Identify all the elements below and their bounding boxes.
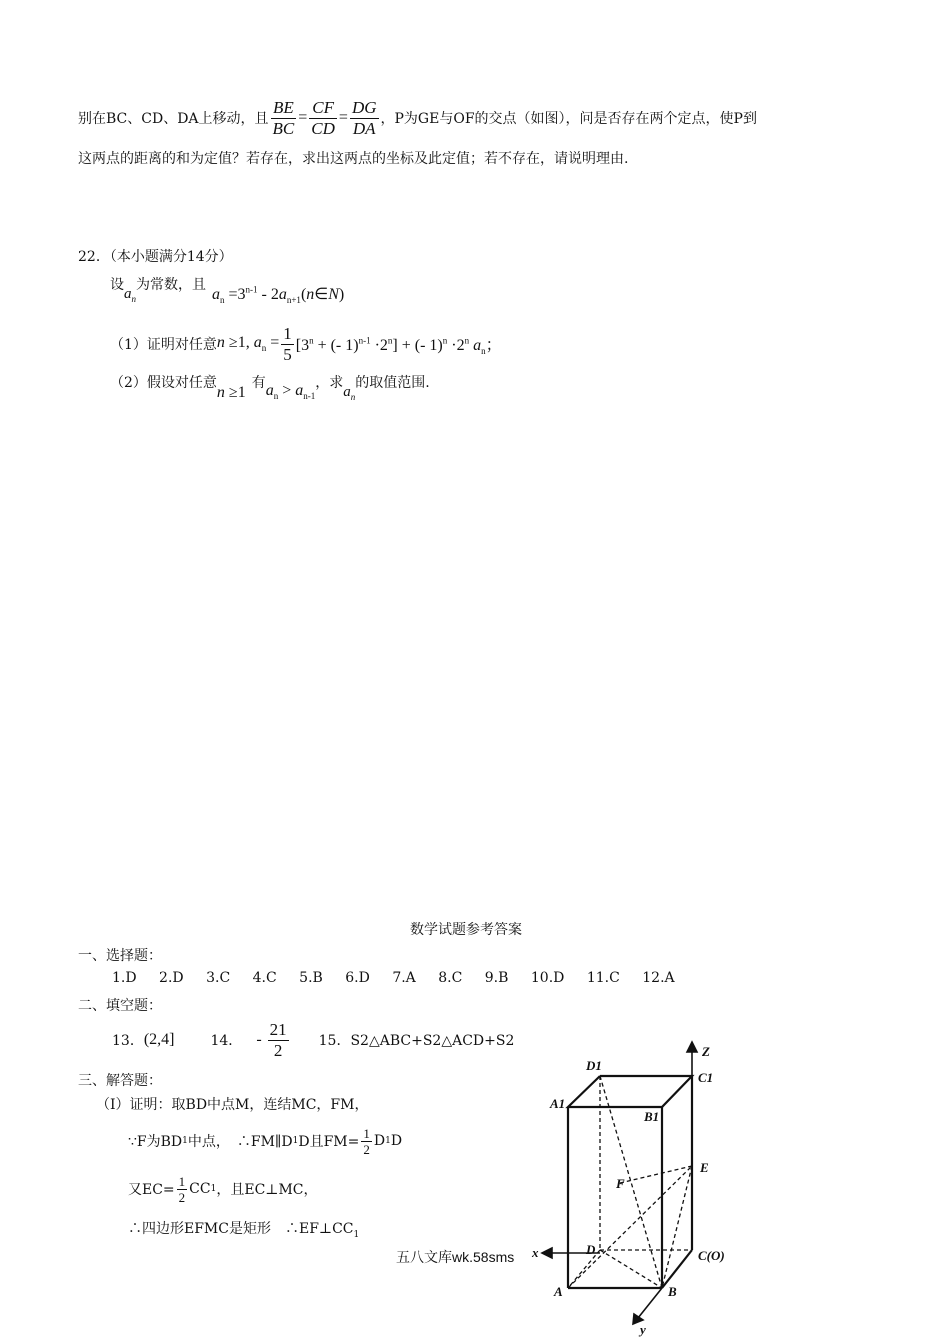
math-a-n: $a_n$ — [124, 286, 136, 304]
section-fill: 二、填空题： — [78, 998, 162, 1014]
label-a1: A1 — [550, 1096, 566, 1111]
label-c-o: C(O) — [698, 1248, 725, 1263]
q22-part2: （2）假设对任意 n ≥1 有 $a_n > a_{n-1}$ ，求 $a_n$ 的取值范围. — [110, 375, 430, 402]
section-solve: 三、解答题： — [78, 1073, 162, 1089]
proof-line2: ∵F为BD 1 中点， ∴FM∥D 1 D且FM= $\frac{1}{2}$ D 1 D — [128, 1125, 403, 1157]
label-b: B — [668, 1284, 677, 1299]
q21-text2: ，P为GE与OF的交点（如图），问是否存在两个定点，使P到 — [380, 111, 757, 127]
choice-answers: 1.D 2.D 3.C 4.C 5.B 6.D 7.A 8.C 9.B 10.D 11.C 12.A — [112, 970, 675, 986]
fraction-half: $\frac{1}{2}$ — [363, 1125, 370, 1157]
proof-line4: ∴四边形EFMC是矩形 $\therefore EF\perp CC_1$ — [128, 1221, 360, 1240]
label-c1: C1 — [698, 1070, 714, 1085]
label-z: Z — [702, 1044, 710, 1059]
proof-line3: 又EC= $\frac{1}{2}$ CC 1 ，且EC⊥MC， — [128, 1173, 318, 1205]
section-choice: 一、选择题： — [78, 948, 162, 964]
q22-intro: 设 $a_n$ 为常数，且 $a_n =3^{n-1}$ - $2a_{n+1}(n\in N)$ — [110, 277, 345, 306]
q21-text1: 别在BC、CD、DA上移动，且 — [78, 111, 269, 127]
label-b1: B1 — [644, 1109, 660, 1124]
math-part1-expr: [$3^n$ + (- $1)^{n-1} \cdot 2^n$] + (- $1)^n \cdot 2^n$ $a_n$； — [295, 335, 502, 357]
q21-line1: 别在BC、CD、DA上移动，且 $\frac{BE}{BC}$ = $\frac{CF}{CD}$ = $\frac{DG}{DA}$ ，P为GE与OF的交点（如图），问是否存在两个定点，使P到 — [78, 97, 757, 138]
prism-figure — [530, 1038, 780, 1338]
fraction-dg-da: $\frac{DG}{DA}$ — [351, 97, 377, 138]
fraction-one-fifth: $\frac{1}{5}$ — [283, 323, 292, 364]
label-d: D — [586, 1242, 596, 1257]
proof-line1: （I）证明：取BD中点M，连结MC，FM， — [96, 1097, 369, 1113]
fraction-half-2: $\frac{1}{2}$ — [178, 1173, 186, 1205]
q22-part1: （1）证明对任意 n ≥1, $a_n$ = $\frac{1}{5}$ [$3^n$ + (- $1)^{n-1} \cdot 2^n$] + (- $1)^n \cdot 2^n$ $a_n$； — [110, 323, 502, 364]
q21-line2: 这两点的距离的和为定值？若存在，求出这两点的坐标及此定值；若不存在，请说明理由. — [78, 151, 629, 167]
fraction-be-bc: $\frac{BE}{BC}$ — [272, 97, 295, 138]
math-recurrence: $a_n =3^{n-1}$ - $2a_{n+1}(n\in N)$ — [212, 284, 345, 306]
label-e: E — [700, 1160, 709, 1175]
label-y: y — [640, 1322, 646, 1337]
label-x: x — [532, 1245, 539, 1260]
watermark: 五八文库wk.58sms — [396, 1249, 515, 1265]
answer-title: 数学试题参考答案 — [410, 922, 522, 938]
edge-top — [568, 1076, 692, 1107]
label-a: A — [554, 1284, 563, 1299]
label-f: F — [616, 1176, 625, 1191]
label-d1: D1 — [586, 1058, 602, 1073]
q22-header: 22．（本小题满分14分） — [78, 249, 233, 265]
fraction-cf-cd: $\frac{CF}{CD}$ — [311, 97, 335, 138]
fraction-21-2: $\frac{21}{2}$ — [269, 1019, 287, 1060]
fill-answers: 13． (2,4] 14． - $\frac{21}{2}$ 15．S2△ABC+S2△ACD+S2 — [112, 1019, 515, 1060]
